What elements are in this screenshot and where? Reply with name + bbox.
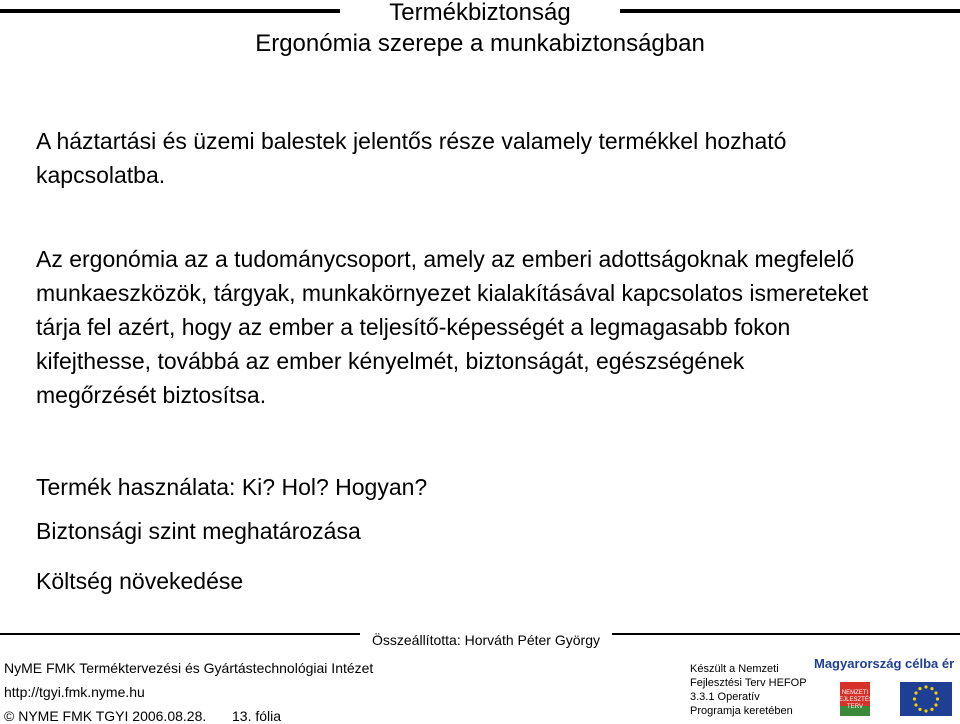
page-subtitle: Ergonómia szerepe a munkabiztonságban: [255, 30, 705, 57]
logo-sub-text: NEMZETI: [841, 690, 869, 696]
paragraph-1: [36, 124, 936, 192]
paragraph-2-line: megőrzését biztosítsa.: [36, 382, 267, 408]
page-title: Termékbiztonság: [389, 0, 571, 26]
footer-rule-left: [0, 633, 360, 635]
compiled-by: Összeállította: Horváth Péter György: [372, 632, 600, 648]
institute-url[interactable]: http://tgyi.fmk.nyme.hu: [4, 684, 145, 700]
made-line: Programja keretében: [690, 705, 793, 717]
logo-text: Magyarország célba ér: [814, 656, 955, 671]
made-line: 3.3.1 Operatív: [690, 691, 760, 703]
paragraph-2: [36, 242, 936, 412]
paragraph-1-line-1: A háztartási és üzemi balestek jelentős része valamely termékkel hozható: [36, 128, 787, 154]
item-usage: Termék használata: Ki? Hol? Hogyan?: [36, 474, 428, 500]
slide-number: 13. fólia: [232, 708, 282, 724]
made-within-text: [690, 662, 812, 718]
svg-text:TERV: TERV: [847, 704, 863, 710]
item-cost: Költség növekedése: [36, 568, 244, 594]
svg-text:FEJLESZTÉSI: FEJLESZTÉSI: [835, 697, 875, 703]
paragraph-1-line-2: kapcsolatba.: [36, 162, 166, 188]
paragraph-2-line: tárja fel azért, hogy az ember a teljesítő-képességét a legmagasabb fokon: [36, 314, 791, 340]
copyright: © NYME FMK TGYI 2006.08.28.: [4, 708, 207, 724]
nft-eu-logo-icon: [814, 676, 954, 720]
footer-rule-right: [612, 633, 960, 635]
paragraph-2-line: Az ergonómia az a tudománycsoport, amely az emberi adottságoknak megfelelő: [36, 246, 855, 272]
paragraph-2-line: munkaeszközök, tárgyak, munkakörnyezet kialakításával kapcsolatos ismereteket: [36, 280, 869, 306]
paragraph-2-line: kifejthesse, továbbá az ember kényelmét, biztonságát, egészségének: [36, 348, 745, 374]
item-safety-level: Biztonsági szint meghatározása: [36, 518, 361, 544]
institute-name: NyME FMK Terméktervezési és Gyártástechnológiai Intézet: [4, 660, 374, 676]
made-line: Fejlesztési Terv HEFOP: [690, 677, 807, 689]
made-line: Készült a Nemzeti: [690, 663, 779, 675]
